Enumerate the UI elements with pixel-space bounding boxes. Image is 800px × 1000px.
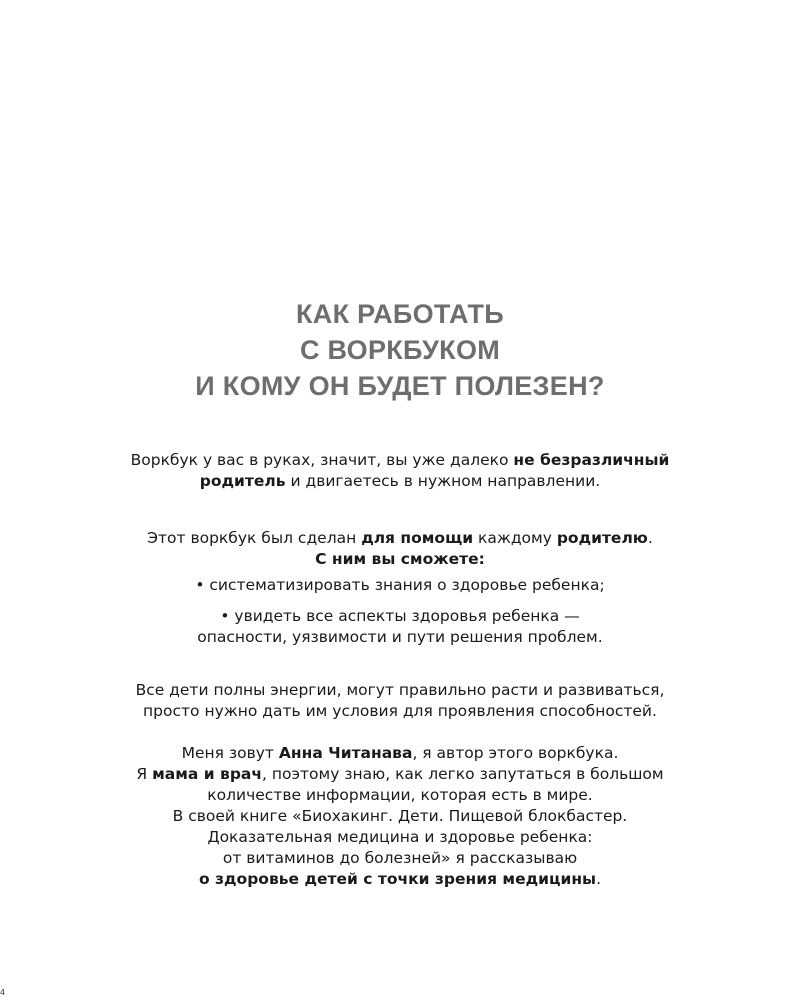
purpose-emphasis: родителю — [556, 529, 648, 547]
author-line-2 — [0, 764, 800, 785]
title-line-3: И КОМУ ОН БУДЕТ ПОЛЕЗЕН? — [195, 371, 605, 401]
author-text: . — [596, 870, 601, 888]
author-name: Анна Читанава — [278, 744, 413, 762]
title-line-2: С ВОРКБУКОМ — [299, 335, 501, 365]
author-text: Меня зовут — [181, 744, 279, 762]
bullet-2-line-1: • увидеть все аспекты здоровья ребенка — — [220, 607, 580, 625]
author-text: , поэтому знаю, как легко запутаться в большом — [262, 765, 664, 783]
bullet-item — [0, 606, 800, 648]
author-text: , я автор этого воркбука. — [412, 744, 619, 762]
title-line-1: КАК РАБОТАТЬ — [296, 299, 504, 329]
author-line-4: В своей книге «Биохакинг. Дети. Пищевой блокбастер. — [172, 807, 628, 825]
purpose-emphasis: С ним вы сможете: — [315, 550, 485, 568]
purpose-text: каждому — [473, 529, 557, 547]
purpose-text: Этот воркбук был сделан — [147, 529, 362, 547]
bullet-1-text: • систематизировать знания о здоровье ребенка; — [195, 576, 605, 594]
author-line-5: Доказательная медицина и здоровье ребенка: — [207, 828, 593, 846]
author-emphasis: мама и врач — [152, 765, 263, 783]
bullet-2-line-2: опасности, уязвимости и пути решения проблем. — [197, 628, 603, 646]
author-line-6: от витаминов до болезней» я рассказываю — [222, 849, 578, 867]
page-number: 4 — [0, 988, 6, 997]
intro-emphasis: не безразличный — [513, 451, 670, 469]
intro-line-1 — [0, 450, 800, 471]
children-line-2: просто нужно дать им условия для проявления способностей. — [143, 702, 657, 720]
purpose-line-1 — [0, 528, 800, 549]
purpose-line-2 — [0, 549, 800, 570]
purpose-emphasis: для помощи — [361, 529, 474, 547]
author-text: Я — [136, 765, 153, 783]
intro-text: Воркбук у вас в руках, значит, вы уже далеко — [130, 451, 514, 469]
author-paragraph — [0, 743, 800, 890]
author-line-7 — [0, 869, 800, 890]
purpose-text: . — [647, 529, 653, 547]
bullet-item — [0, 575, 800, 596]
intro-line-2 — [0, 471, 800, 492]
children-paragraph — [0, 680, 800, 722]
page-title — [0, 296, 800, 404]
author-line-1 — [0, 743, 800, 764]
author-line-3: количестве информации, которая есть в мире. — [207, 786, 593, 804]
children-line-1: Все дети полны энергии, могут правильно расти и развиваться, — [135, 681, 665, 699]
intro-emphasis: родитель — [199, 472, 286, 490]
author-emphasis: о здоровье детей с точки зрения медицины — [198, 870, 597, 888]
intro-text: и двигаетесь в нужном направлении. — [285, 472, 601, 490]
intro-paragraph — [0, 450, 800, 492]
purpose-paragraph — [0, 528, 800, 570]
